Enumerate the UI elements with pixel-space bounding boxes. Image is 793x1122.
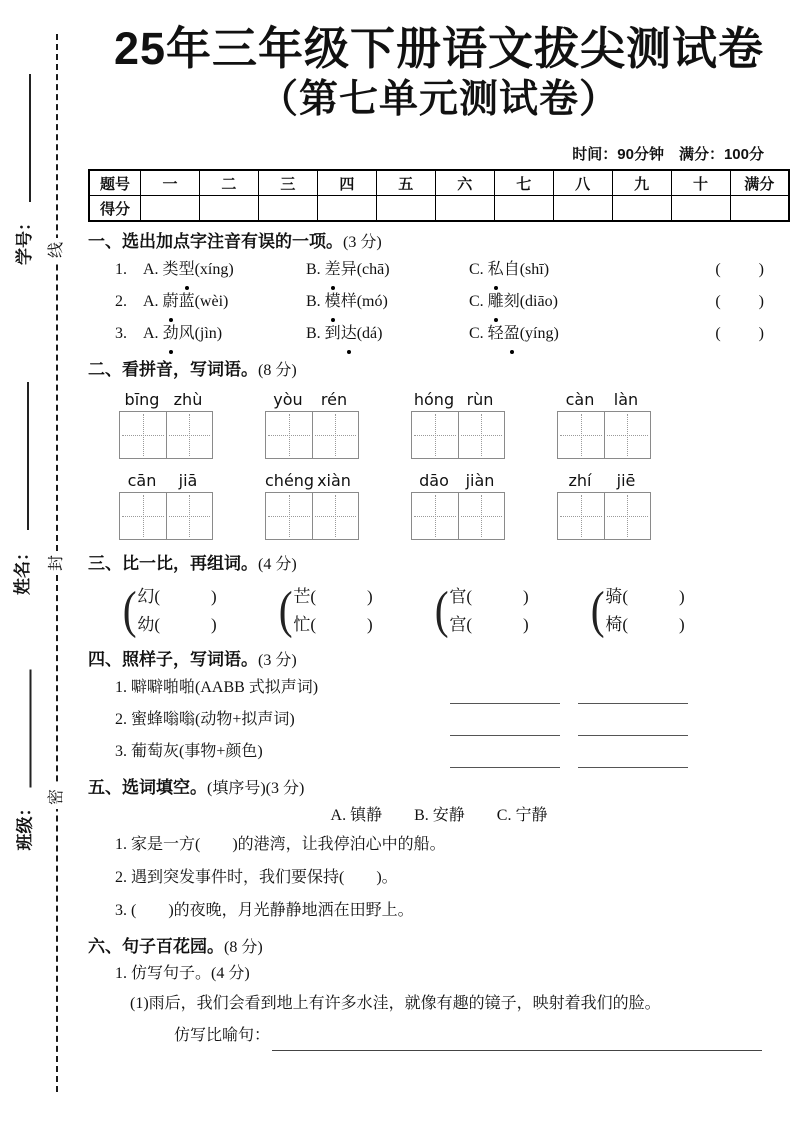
score-header-cell: 一 (141, 170, 200, 196)
page-title: 25年三年级下册语文拔尖测试卷 (113, 23, 765, 74)
writing-cell[interactable] (166, 412, 213, 458)
pinyin-word-block: hóng rùn (411, 390, 505, 459)
score-header-cell: 九 (612, 170, 671, 196)
writing-cell[interactable] (166, 493, 213, 539)
score-cell[interactable] (671, 196, 730, 222)
score-cell[interactable] (141, 196, 200, 222)
score-header-cell: 二 (199, 170, 258, 196)
seal-char: 线 (45, 238, 69, 262)
score-cell[interactable] (376, 196, 435, 222)
writing-cell[interactable] (412, 412, 458, 458)
score-header-cell: 三 (258, 170, 317, 196)
answer-blank[interactable] (450, 741, 560, 768)
score-header-cell: 题号 (89, 170, 141, 196)
pinyin-word-block: dāo jiàn (411, 471, 505, 540)
class-blank[interactable] (14, 670, 31, 788)
option-a: A. 蔚蓝(wèi) (143, 286, 306, 318)
section-4-header: 四、照样子，写词语。(3 分) (88, 650, 297, 670)
score-cell[interactable] (494, 196, 553, 222)
class-label (11, 636, 35, 851)
score-cell[interactable] (612, 196, 671, 222)
writing-cell[interactable] (558, 493, 604, 539)
section-1-header: 一、选出加点字注音有误的一项。(3 分) (88, 232, 382, 252)
writing-cell[interactable] (266, 493, 312, 539)
section-3-header: 三、比一比，再组词。(4 分) (88, 554, 297, 574)
pinyin-word-block: yòu rén (265, 390, 359, 459)
seal-char: 封 (45, 551, 69, 575)
option-b: B. 模样(mó) (306, 286, 469, 318)
writing-grid (557, 492, 651, 540)
writing-cell[interactable] (120, 493, 166, 539)
fill-blank-item[interactable]: 3. ( )的夜晚，月光静静地洒在田野上。 (115, 902, 414, 920)
pattern-word-row: 3. 葡萄灰(事物+颜色) (88, 736, 790, 768)
pinyin-word-block: bīng zhù (119, 390, 213, 459)
score-header-cell: 五 (376, 170, 435, 196)
writing-cell[interactable] (312, 493, 359, 539)
writing-grid (557, 411, 651, 459)
section-2-header: 二、看拼音，写词语。(8 分) (88, 360, 297, 380)
score-cell[interactable] (317, 196, 376, 222)
score-header-cell: 十 (671, 170, 730, 196)
imitate-sentence-row (88, 1021, 790, 1051)
brace-icon: ( (122, 582, 137, 640)
score-header-cell: 四 (317, 170, 376, 196)
score-table (88, 169, 790, 222)
score-cell[interactable] (553, 196, 612, 222)
score-cell[interactable] (730, 196, 789, 222)
compare-words-row (88, 582, 790, 640)
answer-paren[interactable]: ( ) (715, 325, 766, 343)
answer-blank[interactable] (578, 709, 688, 736)
student-id-label-text: 学号： (14, 214, 34, 265)
example-sentence: (1)雨后，我们会看到地上有许多水洼，就像有趣的镜子，映射着我们的脸。 (130, 995, 661, 1013)
question-row: 2. A. 蔚蓝(wèi) B. 模样(mó) C. 雕刻(diāo) ( ) (88, 286, 790, 318)
pinyin-grid-row (88, 471, 790, 540)
word-pair: ( 骑( ) 椅( ) (590, 582, 685, 640)
writing-cell[interactable] (604, 412, 651, 458)
word-options: A. 镇静 B. 安静 C. 宁静 (330, 807, 548, 825)
word-pair: ( 芒( ) 忙( ) (278, 582, 373, 640)
option-c: C. 雕刻(diāo) (469, 286, 659, 318)
pattern-word-row: 2. 蜜蜂嗡嗡(动物+拟声词) (88, 704, 790, 736)
writing-cell[interactable] (558, 412, 604, 458)
score-cell[interactable] (435, 196, 494, 222)
writing-cell[interactable] (458, 493, 505, 539)
writing-cell[interactable] (266, 412, 312, 458)
student-id-blank[interactable] (14, 74, 31, 202)
subquestion-header: 1. 仿写句子。(4 分) (115, 965, 250, 983)
score-table-score-row (89, 196, 789, 222)
answer-blank[interactable] (578, 677, 688, 704)
section-5-header: 五、选词填空。(填序号)(3 分) (88, 778, 305, 798)
brace-icon: ( (590, 582, 605, 640)
score-header-cell: 八 (553, 170, 612, 196)
fill-blank-item[interactable]: 2. 遇到突发事件时，我们要保持( )。 (115, 869, 398, 887)
score-header-cell: 六 (435, 170, 494, 196)
page-subtitle: （第七单元测试卷） (258, 78, 619, 122)
writing-cell[interactable] (120, 412, 166, 458)
option-b: B. 到达(dá) (306, 318, 469, 350)
question-row: 1. A. 类型(xíng) B. 差异(chā) C. 私自(shī) ( ) (88, 254, 790, 286)
seal-char: 密 (45, 785, 69, 809)
word-pair: ( 官( ) 宫( ) (434, 582, 529, 640)
score-cell[interactable] (199, 196, 258, 222)
fill-blank-item[interactable]: 1. 家是一方( )的港湾，让我停泊心中的船。 (115, 836, 446, 854)
pinyin-word-block: càn làn (557, 390, 651, 459)
time-score-info: 时间：90分钟 满分：100分 (572, 146, 764, 164)
writing-grid (119, 411, 213, 459)
option-a: A. 类型(xíng) (143, 254, 306, 286)
pinyin-word-block: chéng xiàn (265, 471, 359, 540)
name-label-text: 姓名： (12, 544, 32, 595)
answer-blank[interactable] (450, 677, 560, 704)
answer-line[interactable] (272, 1026, 762, 1051)
pinyin-word-block: cān jiā (119, 471, 213, 540)
brace-icon: ( (278, 582, 293, 640)
section-6-header: 六、句子百花园。(8 分) (88, 937, 263, 957)
writing-grid (265, 411, 359, 459)
name-blank[interactable] (12, 382, 29, 530)
score-table-header-row (89, 170, 789, 196)
answer-blank[interactable] (578, 741, 688, 768)
student-id-label (10, 35, 34, 265)
brace-icon: ( (434, 582, 449, 640)
option-b: B. 差异(chā) (306, 254, 469, 286)
option-a: A. 劲风(jìn) (143, 318, 306, 350)
score-header-cell: 满分 (730, 170, 789, 196)
writing-grid (411, 492, 505, 540)
answer-blank[interactable] (450, 709, 560, 736)
option-c: C. 轻盈(yíng) (469, 318, 659, 350)
imitate-prompt: 仿写比喻句： (174, 1027, 271, 1045)
pinyin-word-block: zhí jiē (557, 471, 651, 540)
answer-paren[interactable]: ( ) (715, 293, 766, 311)
pinyin-grid-row (88, 390, 790, 459)
answer-paren[interactable]: ( ) (715, 261, 766, 279)
content-area (88, 0, 790, 1051)
writing-cell[interactable] (458, 412, 505, 458)
writing-grid (265, 492, 359, 540)
writing-cell[interactable] (604, 493, 651, 539)
score-header-cell: 七 (494, 170, 553, 196)
class-label-text: 班级： (15, 799, 34, 851)
word-pair: ( 幻( ) 幼( ) (122, 582, 217, 640)
writing-grid (119, 492, 213, 540)
name-label (8, 315, 32, 595)
score-cell[interactable] (258, 196, 317, 222)
pattern-word-row: 1. 噼噼啪啪(AABB 式拟声词) (88, 672, 790, 704)
score-row-label: 得分 (89, 196, 141, 222)
question-row: 3. A. 劲风(jìn) B. 到达(dá) C. 轻盈(yíng) ( ) (88, 318, 790, 350)
writing-grid (411, 411, 505, 459)
option-c: C. 私自(shī) (469, 254, 659, 286)
writing-cell[interactable] (412, 493, 458, 539)
writing-cell[interactable] (312, 412, 359, 458)
